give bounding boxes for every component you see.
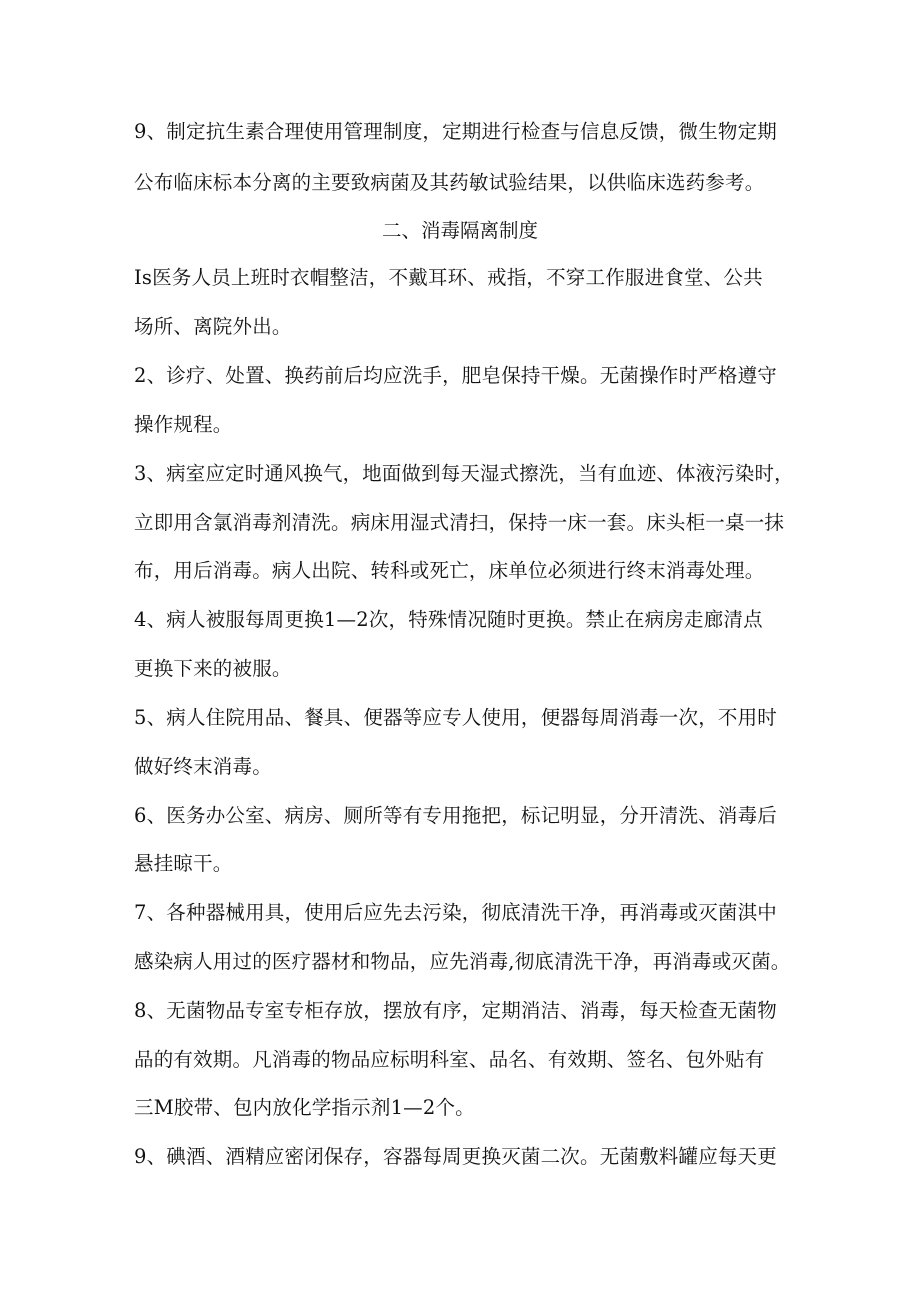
- paragraph-line: 9、碘酒、酒精应密闭保存，容器每周更换灭菌二次。无菌敷料罐应每天更: [134, 1145, 778, 1168]
- paragraph-line: 操作规程。: [134, 413, 233, 436]
- paragraph-line: 8、无菌物品专室专柜存放，摆放有序，定期消洁、消毒，每天检查无菌物: [134, 999, 778, 1022]
- paragraph-line: 5、病人住院用品、餐具、便器等应专人使用，便器每周消毒一次，不用时: [134, 706, 778, 729]
- paragraph-line: 品的有效期。凡消毒的物品应标明科室、品名、有效期、签名、包外贴有: [134, 1048, 765, 1071]
- paragraph-line: 做好终末消毒。: [134, 755, 272, 778]
- paragraph-line: 布，用后消毒。病人出院、转科或死亡，床单位必须进行终末消毒处理。: [134, 559, 765, 582]
- paragraph-line: 立即用含氯消毒剂清洗。病床用湿式清扫，保持一床一套。床头柜一桌一抹: [134, 511, 785, 534]
- paragraph-line: 更换下来的被服。: [134, 657, 292, 680]
- paragraph-line: 7、各种器械用具，使用后应先去污染，彻底清洗干净，再消毒或灭菌淇中: [134, 901, 778, 924]
- paragraph-line: 场所、离院外出。: [134, 315, 292, 338]
- paragraph-line: Is医务人员上班时衣帽整洁，不戴耳环、戒指，不穿工作服进食堂、公共: [134, 266, 763, 289]
- paragraph-line: 2、诊疗、处置、换药前后均应洗手，肥皂保持干燥。无菌操作时严格遵守: [134, 364, 778, 387]
- section-heading: 二、消毒隔离制度: [381, 219, 538, 242]
- paragraph-line: 9、制定抗生素合理使用管理制度，定期进行检查与信息反馈，微生物定期: [134, 120, 778, 143]
- paragraph-line: 6、医务办公室、病房、厕所等有专用拖把，标记明显，分开清洗、消毒后: [134, 804, 778, 827]
- paragraph-line: 感染病人用过的医疗器材和物品，应先消毒,彻底清洗干净，再消毒或灭菌。: [134, 950, 791, 973]
- paragraph-line: 三M胶带、包内放化学指示剂1—2个。: [134, 1096, 475, 1119]
- paragraph-line: 公布临床标本分离的主要致病菌及其药敏试验结果，以供临床选药参考。: [134, 171, 765, 194]
- paragraph-line: 4、病人被服每周更换1—2次，特殊情况随时更换。禁止在病房走廊清点: [134, 608, 763, 631]
- paragraph-line: 悬挂晾干。: [134, 852, 233, 875]
- paragraph-line: 3、病室应定时通风换气，地面做到每天湿式擦洗，当有血迹、体液污染时，: [134, 462, 794, 485]
